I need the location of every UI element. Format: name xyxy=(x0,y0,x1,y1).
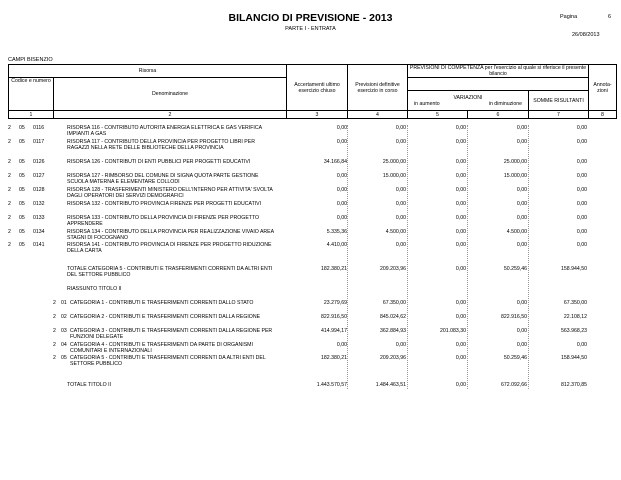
value-previsioni: 67.350,00 xyxy=(382,300,406,306)
code-category: 05 xyxy=(19,125,25,131)
value-accertamenti: 0,00 xyxy=(336,201,347,207)
value-somme: 0,00 xyxy=(576,215,587,221)
code-title: 2 xyxy=(8,125,11,131)
code-category: 05 xyxy=(19,173,25,179)
code-title: 2 xyxy=(8,229,11,235)
value-accertamenti: 4.410,00 xyxy=(326,242,347,248)
value-somme: 0,00 xyxy=(576,229,587,235)
value-previsioni: 0,00 xyxy=(395,125,406,131)
value-accertamenti: 414.994,17 xyxy=(321,328,347,334)
column-number-2: 2 xyxy=(54,111,287,119)
header-previsioni: Previsioni definitive esercizio in corso xyxy=(348,65,408,111)
value-diminuzione: 0,00 xyxy=(516,125,527,131)
code-resource: 0127 xyxy=(33,173,45,179)
column-divider xyxy=(407,125,408,389)
value-diminuzione: 0,00 xyxy=(516,139,527,145)
row-description: RISORSA 128 - TRASFERIMENTI MINISTERO DELL'INTERNO PER ATTIVITA' SVOLTA DAGLI OPERATORI DEI SERVIZI DEMOGRAFICI xyxy=(67,187,273,199)
header-denominazione: Denominazione xyxy=(54,78,287,111)
value-accertamenti: 0,00 xyxy=(336,139,347,145)
value-diminuzione: 50.259,46 xyxy=(503,355,527,361)
value-aumento: 0,00 xyxy=(455,201,466,207)
code-title: 2 xyxy=(8,187,11,193)
totale-categoria-label: TOTALE CATEGORIA 5 - CONTRIBUTI E TRASFERIMENTI CORRENTI DA ALTRI ENTI DEL SETTORE PUBBLICO xyxy=(67,266,273,278)
riassunto-title: RIASSUNTO TITOLO II xyxy=(67,286,122,292)
value-previsioni: 1.484.463,51 xyxy=(375,382,406,388)
code-category: 05 xyxy=(19,201,25,207)
header-variazioni xyxy=(408,91,529,111)
value-diminuzione: 4.500,00 xyxy=(506,229,527,235)
value-previsioni: 0,00 xyxy=(395,201,406,207)
code-title: 2 xyxy=(53,314,56,320)
column-number-6: 6 xyxy=(468,111,529,119)
value-diminuzione: 0,00 xyxy=(516,342,527,348)
code-category: 02 xyxy=(61,314,67,320)
row-description: CATEGORIA 2 - CONTRIBUTI E TRASFERIMENTI CORRENTI DALLA REGIONE xyxy=(70,314,261,320)
value-accertamenti: 182.380,21 xyxy=(321,266,347,272)
value-somme: 0,00 xyxy=(576,242,587,248)
row-description: RISORSA 132 - CONTRIBUTO PROVINCIA FIRENZE PER PROGETTI EDUCATIVI xyxy=(67,201,262,207)
code-resource: 0132 xyxy=(33,201,45,207)
value-previsioni: 4.500,00 xyxy=(385,229,406,235)
value-aumento: 0,00 xyxy=(455,266,466,272)
header-accertamenti: Accertamenti ultimo esercizio chiuso xyxy=(287,65,348,111)
header-competenza: PREVISIONI DI COMPETENZA per l'esercizio al quale si riferisce il presente bilancio xyxy=(408,65,589,78)
value-accertamenti: 0,00 xyxy=(336,187,347,193)
code-resource: 0126 xyxy=(33,159,45,165)
value-aumento: 0,00 xyxy=(455,342,466,348)
code-resource: 0134 xyxy=(33,229,45,235)
value-aumento: 0,00 xyxy=(455,242,466,248)
code-category: 05 xyxy=(19,159,25,165)
in-diminuzione-label: in diminuzione xyxy=(488,100,522,107)
value-previsioni: 25.000,00 xyxy=(382,159,406,165)
value-accertamenti: 1.443.570,57 xyxy=(316,382,347,388)
value-diminuzione: 0,00 xyxy=(516,300,527,306)
value-somme: 0,00 xyxy=(576,342,587,348)
code-category: 05 xyxy=(19,215,25,221)
page-subtitle: PARTE I - ENTRATA xyxy=(285,26,336,32)
value-aumento: 0,00 xyxy=(455,159,466,165)
value-diminuzione: 0,00 xyxy=(516,215,527,221)
value-diminuzione: 822.916,50 xyxy=(501,314,527,320)
code-resource: 0117 xyxy=(33,139,45,145)
value-accertamenti: 0,00 xyxy=(336,173,347,179)
column-divider xyxy=(347,125,348,389)
code-title: 2 xyxy=(8,242,11,248)
code-resource: 0141 xyxy=(33,242,45,248)
report-date: 26/08/2013 xyxy=(572,32,600,38)
value-diminuzione: 672.092,66 xyxy=(501,382,527,388)
value-accertamenti: 0,00 xyxy=(336,215,347,221)
code-title: 2 xyxy=(53,300,56,306)
value-diminuzione: 0,00 xyxy=(516,242,527,248)
value-somme: 0,00 xyxy=(576,201,587,207)
value-previsioni: 0,00 xyxy=(395,139,406,145)
value-aumento: 0,00 xyxy=(455,173,466,179)
row-description: CATEGORIA 5 - CONTRIBUTI E TRASFERIMENTI CORRENTI DA ALTRI ENTI DEL SETTORE PUBBLICO xyxy=(70,355,266,367)
code-title: 2 xyxy=(8,215,11,221)
code-category: 05 xyxy=(19,187,25,193)
value-previsioni: 0,00 xyxy=(395,215,406,221)
code-title: 2 xyxy=(8,159,11,165)
code-category: 01 xyxy=(61,300,67,306)
code-title: 2 xyxy=(8,139,11,145)
row-description: RISORSA 127 - RIMBORSO DEL COMUNE DI SIGNA QUOTA PARTE GESTIONE SCUOLA MATERNA E ELEMENTARE COLLODI xyxy=(67,173,259,185)
value-aumento: 0,00 xyxy=(455,139,466,145)
row-description: RISORSA 133 - CONTRIBUTO DELLA PROVINCIA DI FIRENZE PER PROGETTO APPRENDERE xyxy=(67,215,260,227)
row-description: RISORSA 141 - CONTRIBUTO PROVINCIA DI FIRENZE PER PROGETTO RIDUZIONE DELLA CARTA xyxy=(67,242,272,254)
row-description: CATEGORIA 1 - CONTRIBUTI E TRASFERIMENTI CORRENTI DALLO STATO xyxy=(70,300,254,306)
value-accertamenti: 822.916,50 xyxy=(321,314,347,320)
value-somme: 563.968,23 xyxy=(561,328,587,334)
value-aumento: 0,00 xyxy=(455,187,466,193)
code-resource: 0133 xyxy=(33,215,45,221)
value-accertamenti: 5.335,36 xyxy=(326,229,347,235)
code-category: 05 xyxy=(61,355,67,361)
column-number-7: 7 xyxy=(529,111,589,119)
code-title: 2 xyxy=(53,328,56,334)
column-number-5: 5 xyxy=(408,111,468,119)
value-aumento: 201.083,30 xyxy=(440,328,466,334)
page-title: BILANCIO DI PREVISIONE - 2013 xyxy=(228,12,393,24)
row-description: RISORSA 126 - CONTRIBUTI DI ENTI PUBBLICI PER PROGETTI EDUCATIVI xyxy=(67,159,251,165)
value-diminuzione: 0,00 xyxy=(516,328,527,334)
entity-name: CAMPI BISENZIO xyxy=(8,57,53,63)
code-category: 05 xyxy=(19,242,25,248)
value-accertamenti: 0,00 xyxy=(336,125,347,131)
column-number-3: 3 xyxy=(287,111,348,119)
value-aumento: 0,00 xyxy=(455,229,466,235)
value-somme: 812.370,85 xyxy=(561,382,587,388)
value-accertamenti: 23.279,69 xyxy=(323,300,347,306)
value-accertamenti: 182.380,21 xyxy=(321,355,347,361)
code-category: 04 xyxy=(61,342,67,348)
header-somme: SOMME RISULTANTI xyxy=(529,91,589,111)
variazioni-label: VARIAZIONI xyxy=(453,94,483,101)
row-description: RISORSA 134 - CONTRIBUTO DELLA PROVINCIA PER REALIZZAZIONE VIVAIO AREA STAGNI DI FOCOGNANO xyxy=(67,229,274,241)
page-number: 6 xyxy=(608,14,612,20)
value-diminuzione: 25.000,00 xyxy=(503,159,527,165)
code-category: 03 xyxy=(61,328,67,334)
value-previsioni: 15.000,00 xyxy=(382,173,406,179)
code-category: 05 xyxy=(19,229,25,235)
code-title: 2 xyxy=(53,355,56,361)
value-accertamenti: 0,00 xyxy=(336,342,347,348)
value-previsioni: 209.203,96 xyxy=(380,266,406,272)
code-title: 2 xyxy=(8,173,11,179)
value-diminuzione: 0,00 xyxy=(516,201,527,207)
row-description: RISORSA 117 - CONTRIBUTO DELLA PROVINCIA PER PROGETTO LIBRI PER RAGAZZI NELLA RETE DELLE BIBLIOTECHE DELLA PROVINCIA xyxy=(67,139,255,151)
row-description: CATEGORIA 4 - CONTRIBUTI E TRASFERIMENTI DA PARTE DI ORGANISMI COMUNITARI E INTERNAZIONALI xyxy=(70,342,253,354)
code-resource: 0116 xyxy=(33,125,45,131)
value-diminuzione: 0,00 xyxy=(516,187,527,193)
value-previsioni: 0,00 xyxy=(395,187,406,193)
value-aumento: 0,00 xyxy=(455,314,466,320)
value-somme: 0,00 xyxy=(576,159,587,165)
column-number-1: 1 xyxy=(9,111,54,119)
column-divider xyxy=(528,125,529,389)
value-somme: 22.108,12 xyxy=(563,314,587,320)
column-number-4: 4 xyxy=(348,111,408,119)
value-accertamenti: 34.166,84 xyxy=(323,159,347,165)
value-aumento: 0,00 xyxy=(455,300,466,306)
value-somme: 67.350,00 xyxy=(563,300,587,306)
value-somme: 158.944,50 xyxy=(561,266,587,272)
value-somme: 0,00 xyxy=(576,139,587,145)
value-somme: 0,00 xyxy=(576,187,587,193)
value-somme: 0,00 xyxy=(576,125,587,131)
row-description: CATEGORIA 3 - CONTRIBUTI E TRASFERIMENTI CORRENTI DALLA REGIONE PER FUNZIONI DELEGATE xyxy=(70,328,273,340)
value-previsioni: 362.884,93 xyxy=(380,328,406,334)
column-divider xyxy=(467,125,468,389)
value-aumento: 0,00 xyxy=(455,355,466,361)
code-title: 2 xyxy=(53,342,56,348)
header-codice: Codice e numero xyxy=(9,78,54,111)
totale-titolo-label: TOTALE TITOLO II xyxy=(67,382,112,388)
code-title: 2 xyxy=(8,201,11,207)
code-resource: 0128 xyxy=(33,187,45,193)
header-annotazioni: Annota- zioni xyxy=(589,65,617,111)
column-header-table xyxy=(8,64,617,119)
value-somme: 158.944,50 xyxy=(561,355,587,361)
value-previsioni: 845.024,62 xyxy=(380,314,406,320)
header-risorsa: Risorsa xyxy=(9,65,287,78)
column-number-8: 8 xyxy=(589,111,617,119)
value-previsioni: 0,00 xyxy=(395,242,406,248)
value-aumento: 0,00 xyxy=(455,215,466,221)
value-somme: 0,00 xyxy=(576,173,587,179)
in-aumento-label: in aumento xyxy=(414,100,440,107)
value-aumento: 0,00 xyxy=(455,125,466,131)
page-label: Pagina xyxy=(560,14,578,20)
value-diminuzione: 50.259,46 xyxy=(503,266,527,272)
value-aumento: 0,00 xyxy=(455,382,466,388)
value-diminuzione: 15.000,00 xyxy=(503,173,527,179)
value-previsioni: 209.203,96 xyxy=(380,355,406,361)
code-category: 05 xyxy=(19,139,25,145)
value-previsioni: 0,00 xyxy=(395,342,406,348)
row-description: RISORSA 116 - CONTRIBUTO AUTORITA ENERGIA ELETTRICA E GAS VERIFICA IMPIANTI A GAS xyxy=(67,125,262,137)
